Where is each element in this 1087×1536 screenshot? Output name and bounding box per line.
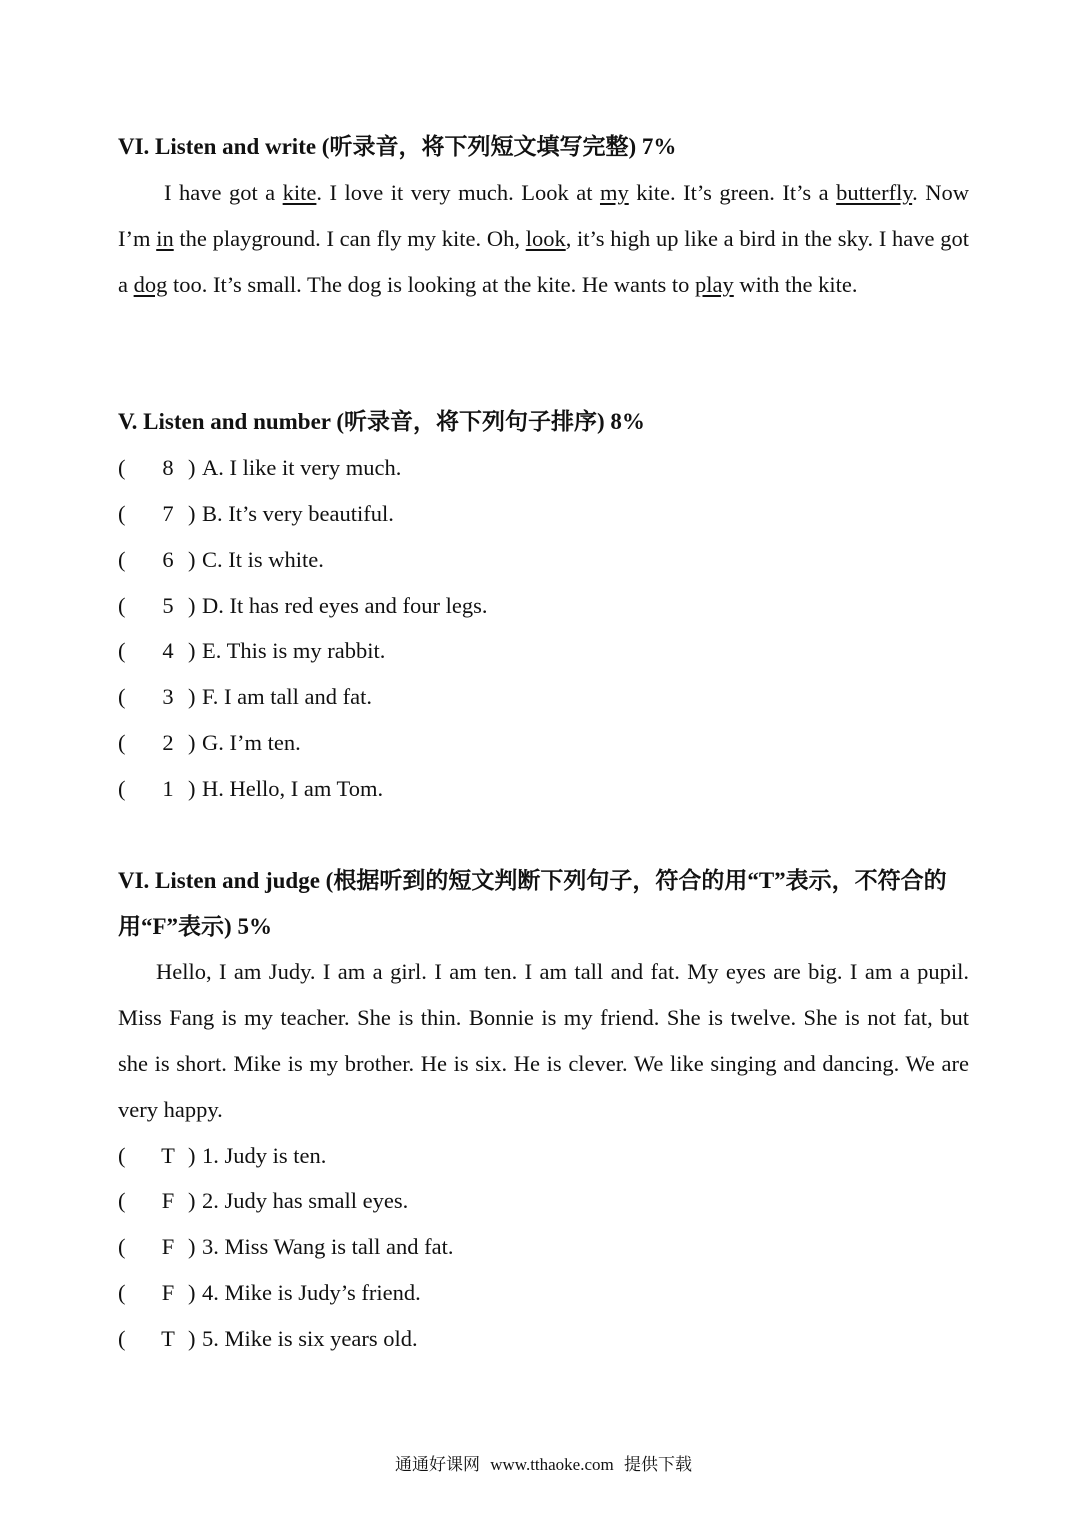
- number-sentence: A. I like it very much.: [202, 455, 402, 480]
- judge-item: ( T ) 5. Mike is six years old.: [118, 1316, 418, 1362]
- judge-answer: F: [161, 1234, 175, 1259]
- filled-blank: kite: [282, 180, 317, 205]
- judge-item: ( F ) 2. Judy has small eyes.: [118, 1178, 408, 1224]
- number-sentence: B. It’s very beautiful.: [202, 501, 394, 526]
- section-write-title: VI. Listen and write (听录音，将下列短文填写完整) 7%: [118, 134, 677, 159]
- number-item: ( 3 ) F. I am tall and fat.: [118, 674, 372, 720]
- number-item: ( 1 ) H. Hello, I am Tom.: [118, 766, 383, 812]
- judge-answer: T: [161, 1143, 175, 1168]
- section-judge-passage: [118, 949, 969, 1133]
- judge-passage-text: Hello, I am Judy. I am a girl. I am ten. I am tall and fat. My eyes are big. I am a pupil. Miss Fang is my teacher. She is thin. Bonnie is my friend. She is twelve. She is not fat, but she is short. Mike is my brother. He is six. He is clever. We like singing and dancing. We are very happy.: [118, 959, 969, 1122]
- number-answer: 5: [162, 593, 174, 618]
- judge-statement: 5. Mike is six years old.: [202, 1326, 418, 1351]
- passage-text: , it’s high up like a bird in the sky. I have got a: [118, 226, 969, 297]
- passage-text: . Now I’m: [118, 180, 969, 251]
- number-item: ( 8 ) A. I like it very much.: [118, 445, 401, 491]
- number-item: ( 2 ) G. I’m ten.: [118, 720, 301, 766]
- passage-text: kite. It’s green. It’s a: [628, 180, 837, 205]
- number-item: ( 6 ) C. It is white.: [118, 537, 324, 583]
- number-item: ( 4 ) E. This is my rabbit.: [118, 628, 385, 674]
- judge-answer: F: [161, 1188, 175, 1213]
- judge-statement: 2. Judy has small eyes.: [202, 1188, 409, 1213]
- number-answer: 2: [162, 730, 174, 755]
- filled-blank: dog: [133, 272, 168, 297]
- judge-item: ( F ) 3. Miss Wang is tall and fat.: [118, 1224, 454, 1270]
- number-sentence: F. I am tall and fat.: [202, 684, 373, 709]
- number-item: ( 5 ) D. It has red eyes and four legs.: [118, 583, 488, 629]
- judge-answer: T: [161, 1326, 175, 1351]
- filled-blank: look: [525, 226, 566, 251]
- number-sentence: G. I’m ten.: [202, 730, 301, 755]
- filled-blank: in: [156, 226, 174, 251]
- number-answer: 3: [162, 684, 174, 709]
- section-judge-title: VI. Listen and judge (根据听到的短文判断下列句子，符合的用“T”表示，不符合的用“F”表示) 5%: [118, 868, 947, 939]
- judge-statement: 4. Mike is Judy’s friend.: [202, 1280, 421, 1305]
- number-answer: 4: [162, 638, 174, 663]
- number-sentence: D. It has red eyes and four legs.: [202, 593, 488, 618]
- number-sentence: E. This is my rabbit.: [202, 638, 386, 663]
- passage-text: too. It’s small. The dog is looking at the kite. He wants to: [167, 272, 696, 297]
- section-write-passage: [118, 170, 969, 308]
- filled-blank: play: [695, 272, 734, 297]
- judge-item: ( T ) 1. Judy is ten.: [118, 1133, 326, 1179]
- judge-statement: 1. Judy is ten.: [202, 1143, 327, 1168]
- footer-site-name: 通通好课网: [394, 1455, 480, 1474]
- passage-text: the playground. I can fly my kite. Oh,: [173, 226, 526, 251]
- footer-url[interactable]: www.tthaoke.com: [490, 1455, 614, 1474]
- number-answer: 1: [162, 776, 174, 801]
- section-number-title: V. Listen and number (听录音，将下列句子排序) 8%: [118, 409, 645, 434]
- number-answer: 6: [162, 547, 174, 572]
- number-sentence: C. It is white.: [202, 547, 324, 572]
- passage-text: with the kite.: [733, 272, 858, 297]
- number-answer: 8: [162, 455, 174, 480]
- number-item: ( 7 ) B. It’s very beautiful.: [118, 491, 394, 537]
- passage-text: . I love it very much. Look at: [316, 180, 600, 205]
- number-answer: 7: [162, 501, 174, 526]
- number-sentence: H. Hello, I am Tom.: [202, 776, 384, 801]
- judge-answer: F: [161, 1280, 175, 1305]
- passage-text: I have got a: [164, 180, 283, 205]
- page-footer: [0, 1452, 1087, 1478]
- footer-suffix: 提供下载: [624, 1455, 693, 1474]
- judge-item: ( F ) 4. Mike is Judy’s friend.: [118, 1270, 421, 1316]
- filled-blank: my: [599, 180, 629, 205]
- filled-blank: butterfly: [836, 180, 913, 205]
- judge-statement: 3. Miss Wang is tall and fat.: [202, 1234, 454, 1259]
